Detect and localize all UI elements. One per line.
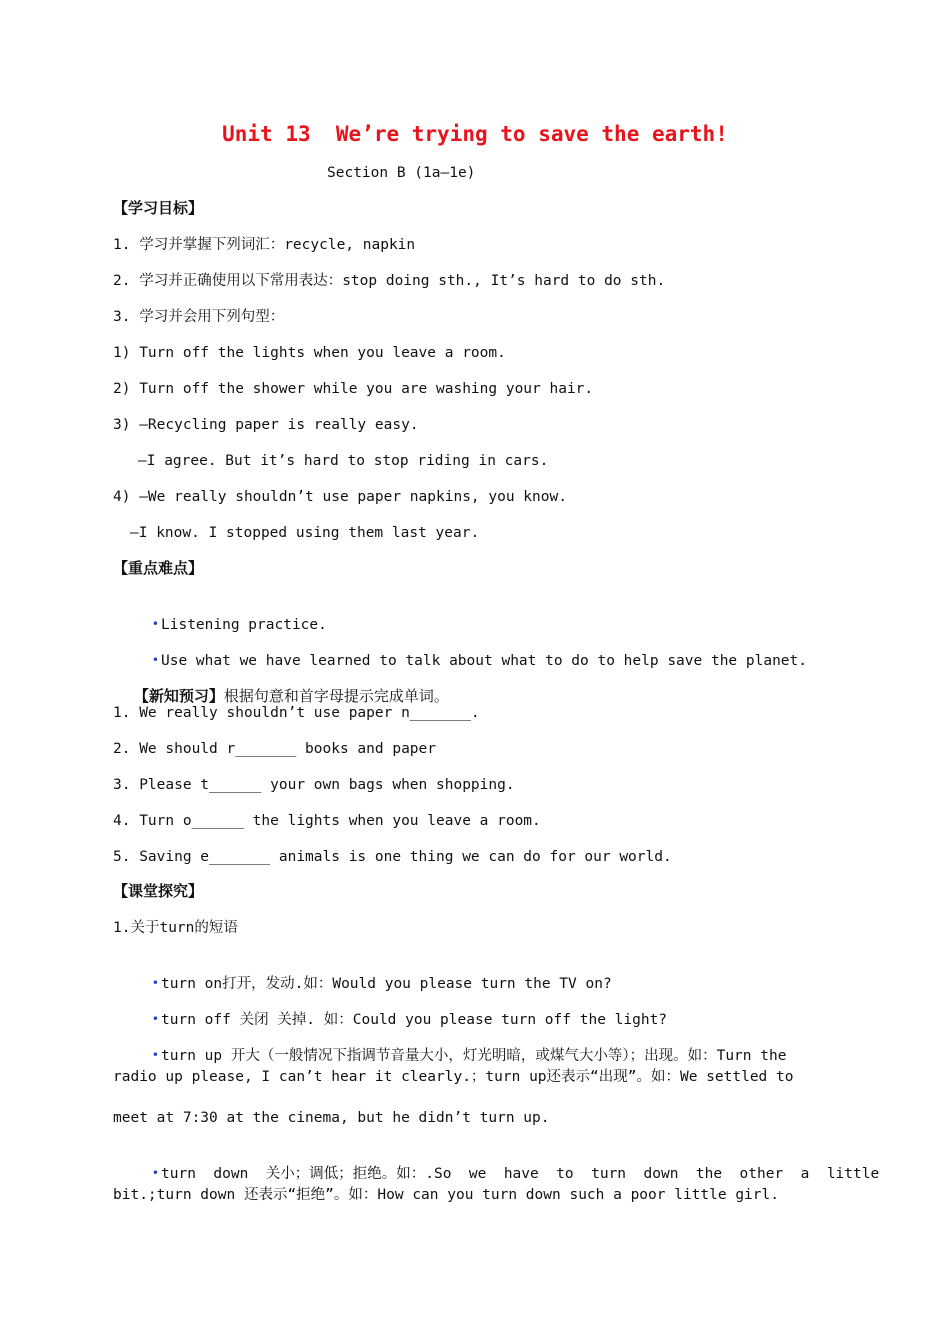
bullet-icon: •: [151, 976, 159, 990]
bullet-icon: •: [151, 1012, 159, 1026]
bullet-icon: •: [151, 653, 159, 667]
objective-item: 2. 学习并正确使用以下常用表达：stop doing sth., It’s hard to do sth.: [113, 273, 666, 289]
key-points-heading: 【重点难点】: [113, 559, 204, 577]
explore-line-continued: radio up please, I can’t hear it clearly.；turn up还表示“出现”。如：We settled to: [113, 1069, 794, 1085]
bullet-icon: •: [151, 617, 159, 631]
sentence-pattern-reply: —I know. I stopped using them last year.: [130, 525, 480, 541]
explore-line-continued: bit.;turn down 还表示“拒绝”。如：How can you turn down such a poor little girl.: [113, 1187, 779, 1203]
explore-text: turn up 开大（一般情况下指调节音量大小，灯光明暗，或煤气大小等）；出现。如：Turn the: [161, 1048, 787, 1064]
sentence-pattern: 3) —Recycling paper is really easy.: [113, 417, 419, 433]
preview-item: 2. We should r_______ books and paper: [113, 741, 437, 757]
explore-text: turn off 关闭 关掉. 如：Could you please turn off the light?: [161, 1012, 668, 1028]
objectives-heading: 【学习目标】: [113, 199, 204, 217]
explore-text: turn down 关小；调低；拒绝。如：.So we have to turn down the other a little: [161, 1166, 880, 1182]
preview-heading-label: 【新知预习】: [133, 687, 224, 705]
preview-item: 5. Saving e_______ animals is one thing we can do for our world.: [113, 849, 672, 865]
bullet-icon: •: [151, 1166, 159, 1180]
explore-topic: 1.关于turn的短语: [113, 920, 238, 936]
sentence-pattern: 4) —We really shouldn’t use paper napkins, you know.: [113, 489, 567, 505]
preview-item: 3. Please t______ your own bags when shopping.: [113, 777, 515, 793]
preview-item: 4. Turn o______ the lights when you leave a room.: [113, 813, 541, 829]
preview-instruction: 根据句意和首字母提示完成单词。: [223, 687, 449, 705]
key-point-text: Listening practice.: [161, 617, 327, 633]
section-subtitle: Section B (1a—1e): [327, 165, 476, 181]
sentence-pattern: 1) Turn off the lights when you leave a room.: [113, 345, 506, 361]
explore-text: turn on打开，发动.如：Would you please turn the TV on?: [161, 976, 612, 992]
page-title: Unit 13 We’re trying to save the earth!: [222, 122, 728, 146]
sentence-pattern-reply: —I agree. But it’s hard to stop riding in cars.: [138, 453, 549, 469]
explore-heading: 【课堂探究】: [113, 882, 204, 900]
bullet-icon: •: [151, 1048, 159, 1062]
preview-item: 1. We really shouldn’t use paper n_______.: [113, 705, 480, 721]
objective-item: 3. 学习并会用下列句型：: [113, 309, 285, 325]
sentence-pattern: 2) Turn off the shower while you are washing your hair.: [113, 381, 594, 397]
key-point-text: Use what we have learned to talk about what to do to help save the planet.: [161, 653, 808, 669]
objective-item: 1. 学习并掌握下列词汇：recycle, napkin: [113, 237, 416, 253]
explore-line-continued: meet at 7:30 at the cinema, but he didn’t turn up.: [113, 1110, 550, 1126]
